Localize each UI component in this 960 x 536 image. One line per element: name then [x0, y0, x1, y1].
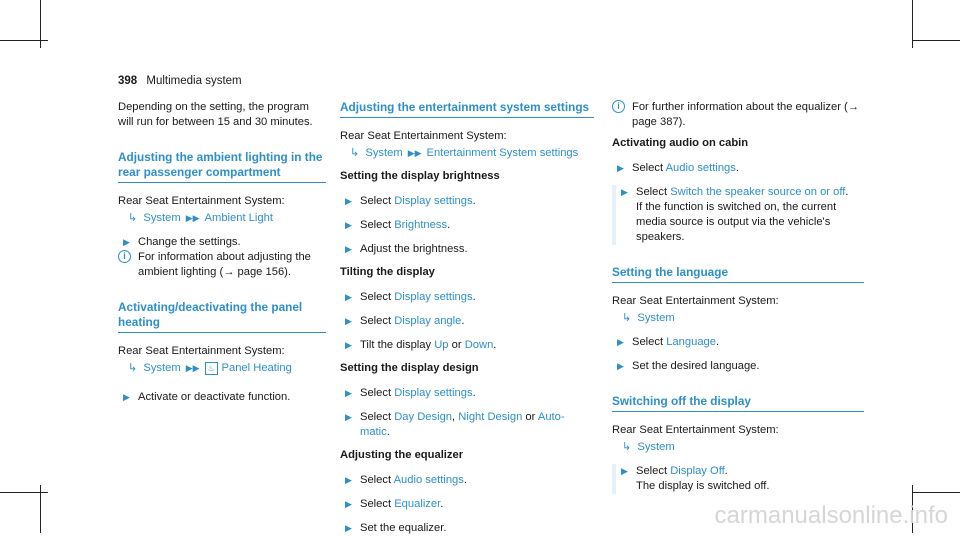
nav-system[interactable]: System	[637, 312, 675, 324]
step-text: .	[386, 426, 390, 438]
step-arrow-icon: ▶	[123, 237, 130, 247]
step-item	[340, 497, 594, 512]
step-arrow-icon: ▶	[345, 475, 352, 485]
subheading-tilt: Tilting the display	[340, 266, 435, 278]
step-item	[612, 335, 864, 350]
step-arrow-icon: ▶	[345, 340, 352, 350]
path-text: Rear Seat Entertainment System:	[340, 130, 507, 142]
step-arrow-icon: ▶	[621, 187, 628, 197]
section-title: Multimedia system	[146, 75, 242, 87]
note-text: For information about adjusting the ambient lighting (	[138, 251, 311, 278]
step-item	[118, 390, 326, 405]
info-note	[118, 250, 326, 280]
step-arrow-icon: ▶	[617, 163, 624, 173]
step-text: Select	[636, 186, 671, 198]
page-ref[interactable]: page 156).	[234, 266, 291, 278]
menu-day-design[interactable]: Day Design	[394, 411, 453, 423]
nav-system[interactable]: System	[143, 362, 181, 374]
enter-arrow-icon: ↳	[128, 362, 138, 374]
menu-display-settings[interactable]: Display settings	[394, 195, 473, 207]
step-text: .	[724, 465, 728, 477]
step-text: Set the equalizer.	[360, 522, 447, 534]
page-header	[118, 74, 242, 89]
step-text: Adjust the brightness.	[360, 243, 468, 255]
step-item	[340, 218, 594, 233]
step-result: If the function is switched on, the current media source is output via the vehicle's speakers.	[636, 201, 837, 243]
menu-equalizer[interactable]: Equalizer	[394, 498, 441, 510]
step-arrow-icon: ▶	[345, 412, 352, 422]
step-item	[340, 242, 594, 257]
step-text: Select	[360, 474, 394, 486]
step-text: .	[845, 186, 849, 198]
enter-arrow-icon: ↳	[622, 312, 632, 324]
subheading-design: Setting the display design	[340, 362, 479, 374]
step-result: The display is switched off.	[636, 480, 770, 492]
heading-entertainment-settings: Adjusting the entertainment system settings	[340, 100, 594, 118]
menu-automatic[interactable]: Auto-matic	[360, 411, 565, 438]
seat-heating-icon: ♨	[205, 362, 218, 375]
menu-speaker-source[interactable]: Switch the speaker source on or off	[670, 186, 846, 198]
step-text: Change the settings.	[138, 236, 241, 248]
step-item	[340, 338, 594, 353]
menu-audio-settings[interactable]: Audio settings	[665, 162, 736, 174]
info-note	[612, 100, 864, 130]
double-chevron-icon: ▶▶	[407, 148, 422, 158]
step-text: Select	[632, 336, 667, 348]
step-text: .	[447, 219, 451, 231]
column-right	[612, 100, 864, 494]
heading-display-off: Switching off the display	[612, 394, 864, 412]
info-icon: i	[612, 100, 625, 113]
step-item	[612, 185, 864, 245]
step-text: Select	[360, 219, 395, 231]
step-arrow-icon: ▶	[617, 337, 624, 347]
path-text: Rear Seat Entertainment System:	[118, 195, 285, 207]
step-item	[340, 314, 594, 329]
menu-display-angle[interactable]: Display angle	[394, 315, 462, 327]
menu-night-design[interactable]: Night Design	[458, 411, 523, 423]
menu-display-off[interactable]: Display Off	[670, 465, 725, 477]
path-text: Rear Seat Entertainment System:	[118, 345, 285, 357]
step-arrow-icon: ▶	[345, 499, 352, 509]
nav-path	[118, 211, 326, 226]
subheading-brightness: Setting the display brightness	[340, 170, 500, 182]
path-text: Rear Seat Entertainment System:	[612, 295, 779, 307]
step-text: Tilt the display	[360, 339, 435, 351]
heading-panel-heating: Activating/deactivating the panel heating	[118, 300, 326, 333]
step-item	[612, 161, 864, 176]
step-text: .	[735, 162, 739, 174]
crop-mark	[0, 492, 48, 493]
intro-text: Depending on the setting, the program will run for between 15 and 30 minutes.	[118, 101, 313, 128]
nav-path	[612, 311, 864, 326]
step-arrow-icon: ▶	[123, 392, 130, 402]
step-item	[340, 386, 594, 401]
column-left	[118, 100, 326, 405]
step-arrow-icon: ▶	[345, 388, 352, 398]
step-text: Select	[632, 162, 666, 174]
note-text: For further information about the equalizer (	[632, 101, 848, 113]
page-ref-arrow: →	[847, 101, 859, 113]
column-middle	[340, 100, 594, 536]
double-chevron-icon: ▶▶	[185, 213, 200, 223]
step-arrow-icon: ▶	[345, 316, 352, 326]
step-item	[340, 290, 594, 305]
step-item	[340, 194, 594, 209]
nav-entertainment-settings[interactable]: Entertainment System settings	[426, 147, 579, 159]
enter-arrow-icon: ↳	[128, 212, 138, 224]
crop-mark	[0, 40, 48, 41]
watermark: carmanualsonline.info	[714, 502, 948, 529]
step-text: .	[461, 315, 465, 327]
step-text: Set the desired language.	[632, 360, 760, 372]
nav-path	[118, 361, 326, 376]
step-arrow-icon: ▶	[345, 523, 352, 533]
step-arrow-icon: ▶	[345, 292, 352, 302]
menu-brightness[interactable]: Brightness	[394, 219, 448, 231]
double-chevron-icon: ▶▶	[185, 363, 200, 373]
step-arrow-icon: ▶	[345, 220, 352, 230]
step-text: Select	[636, 465, 671, 477]
crop-mark	[912, 40, 960, 41]
menu-display-settings[interactable]: Display settings	[394, 387, 473, 399]
step-text: .	[493, 339, 497, 351]
path-text: Rear Seat Entertainment System:	[612, 424, 779, 436]
step-arrow-icon: ▶	[621, 466, 628, 476]
subheading-audio-cabin: Activating audio on cabin	[612, 137, 749, 149]
step-item	[340, 521, 594, 536]
heading-language: Setting the language	[612, 265, 864, 283]
step-text: Select	[360, 498, 395, 510]
step-text: Select	[360, 291, 395, 303]
step-arrow-icon: ▶	[617, 361, 624, 371]
page-ref-arrow: →	[223, 266, 235, 278]
menu-display-settings[interactable]: Display settings	[394, 291, 473, 303]
nav-ambient-light[interactable]: Ambient Light	[204, 212, 273, 224]
step-text: .	[472, 291, 476, 303]
enter-arrow-icon: ↳	[622, 441, 632, 453]
step-text: Select	[360, 411, 395, 423]
step-item	[340, 410, 594, 440]
enter-arrow-icon: ↳	[350, 147, 360, 159]
step-text: .	[472, 387, 476, 399]
crop-mark	[912, 492, 960, 493]
menu-audio-settings[interactable]: Audio settings	[393, 474, 464, 486]
nav-system[interactable]: System	[637, 441, 675, 453]
step-text: Select	[360, 387, 395, 399]
menu-language[interactable]: Language	[666, 336, 716, 348]
step-text: .	[440, 498, 444, 510]
step-arrow-icon: ▶	[345, 196, 352, 206]
nav-system[interactable]: System	[143, 212, 181, 224]
nav-system[interactable]: System	[365, 147, 403, 159]
step-text: or	[522, 411, 538, 423]
page-ref[interactable]: page 387).	[632, 116, 686, 128]
step-text: .	[715, 336, 720, 348]
step-arrow-icon: ▶	[345, 244, 352, 254]
step-text: .	[472, 195, 476, 207]
menu-up[interactable]: Up	[434, 339, 449, 351]
step-item	[612, 464, 864, 494]
step-text: or	[448, 339, 465, 351]
step-text: Activate or deactivate function.	[138, 391, 291, 403]
nav-path	[340, 146, 594, 161]
step-text: ,	[452, 411, 459, 423]
step-text: Select	[360, 315, 395, 327]
info-icon: i	[118, 250, 131, 263]
step-item	[612, 359, 864, 374]
step-text: Select	[360, 195, 395, 207]
step-item	[118, 235, 326, 250]
page-number: 398	[118, 75, 138, 87]
step-text: .	[463, 474, 467, 486]
nav-panel-heating[interactable]: Panel Heating	[221, 362, 292, 374]
subheading-equalizer: Adjusting the equalizer	[340, 449, 464, 461]
menu-down[interactable]: Down	[464, 339, 494, 351]
nav-path	[612, 440, 864, 455]
heading-ambient-lighting: Adjusting the ambient lighting in the rear passenger compartment	[118, 150, 326, 183]
step-item	[340, 473, 594, 488]
